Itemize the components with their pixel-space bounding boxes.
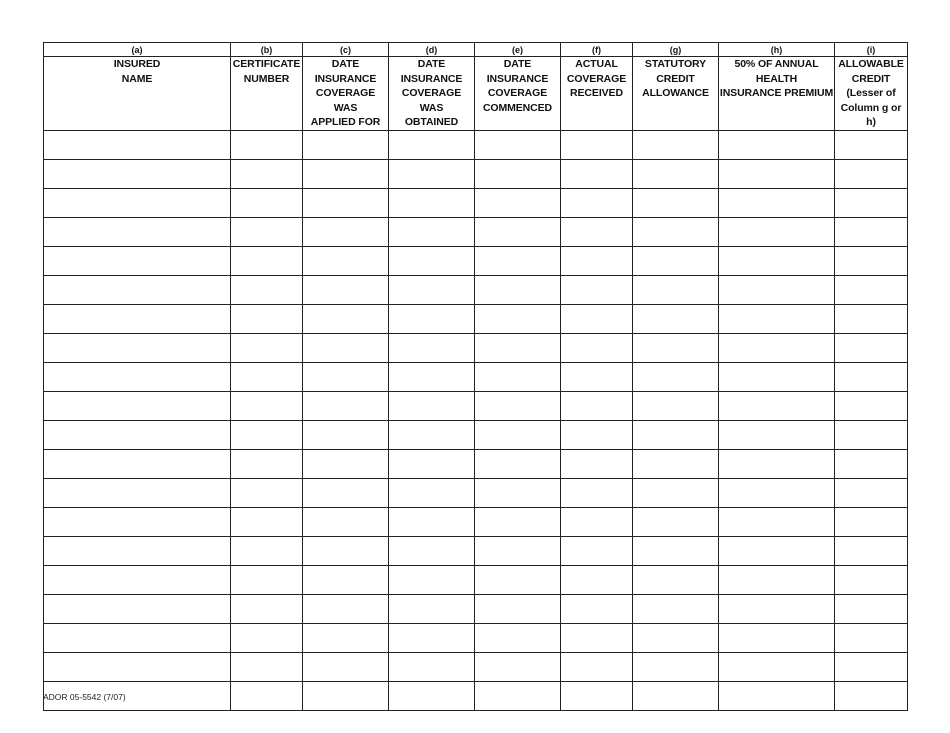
- column-header: 50% OF ANNUAL HEALTH INSURANCE PREMIUM: [719, 57, 835, 131]
- table-cell[interactable]: [719, 449, 835, 478]
- table-cell[interactable]: [719, 362, 835, 391]
- table-cell[interactable]: [44, 478, 231, 507]
- table-cell[interactable]: [44, 391, 231, 420]
- table-cell[interactable]: [633, 652, 719, 681]
- insurance-credit-table: [43, 42, 908, 711]
- table-cell[interactable]: [231, 478, 303, 507]
- table-cell[interactable]: [835, 420, 908, 449]
- table-cell[interactable]: [389, 449, 475, 478]
- table-cell[interactable]: [44, 420, 231, 449]
- table-cell[interactable]: [44, 536, 231, 565]
- table-row: [44, 391, 908, 420]
- table-cell[interactable]: [561, 507, 633, 536]
- table-cell[interactable]: [231, 333, 303, 362]
- form-number: ADOR 05-5542 (7/07): [43, 692, 126, 702]
- table-cell[interactable]: [303, 217, 389, 246]
- table-cell[interactable]: [633, 565, 719, 594]
- column-letter-row: [44, 43, 908, 57]
- table-cell[interactable]: [719, 536, 835, 565]
- table-cell[interactable]: [475, 594, 561, 623]
- table-cell[interactable]: [835, 391, 908, 420]
- table-cell[interactable]: [389, 130, 475, 159]
- table-cell[interactable]: [44, 507, 231, 536]
- table-cell[interactable]: [303, 420, 389, 449]
- table-cell[interactable]: [835, 565, 908, 594]
- table-row: [44, 536, 908, 565]
- table-cell[interactable]: [475, 623, 561, 652]
- table-cell[interactable]: [561, 246, 633, 275]
- table-cell[interactable]: [633, 246, 719, 275]
- table-cell[interactable]: [719, 594, 835, 623]
- table-row: [44, 478, 908, 507]
- table-cell[interactable]: [719, 681, 835, 710]
- table-cell[interactable]: [835, 652, 908, 681]
- table-cell[interactable]: [561, 362, 633, 391]
- table-row: [44, 652, 908, 681]
- table-cell[interactable]: [303, 449, 389, 478]
- table-cell[interactable]: [303, 391, 389, 420]
- column-header: DATE INSURANCE COVERAGE COMMENCED: [475, 57, 561, 131]
- table-cell[interactable]: [475, 217, 561, 246]
- table-cell[interactable]: [633, 478, 719, 507]
- table-cell[interactable]: [835, 478, 908, 507]
- table-cell[interactable]: [475, 420, 561, 449]
- table-cell[interactable]: [475, 449, 561, 478]
- table-cell[interactable]: [303, 333, 389, 362]
- table-cell[interactable]: [561, 681, 633, 710]
- table-cell[interactable]: [44, 275, 231, 304]
- column-letter: (i): [835, 43, 908, 57]
- table-row: [44, 565, 908, 594]
- table-cell[interactable]: [633, 304, 719, 333]
- table-cell[interactable]: [303, 188, 389, 217]
- table-cell[interactable]: [719, 130, 835, 159]
- table-cell[interactable]: [475, 188, 561, 217]
- table-cell[interactable]: [303, 130, 389, 159]
- table-cell[interactable]: [44, 217, 231, 246]
- table-cell[interactable]: [719, 507, 835, 536]
- column-letter: (c): [303, 43, 389, 57]
- table-cell[interactable]: [719, 391, 835, 420]
- table-cell[interactable]: [633, 594, 719, 623]
- table-row: [44, 449, 908, 478]
- table-cell[interactable]: [231, 449, 303, 478]
- table-cell[interactable]: [719, 478, 835, 507]
- table-cell[interactable]: [303, 304, 389, 333]
- table-cell[interactable]: [835, 623, 908, 652]
- table-cell[interactable]: [561, 594, 633, 623]
- table-cell[interactable]: [719, 420, 835, 449]
- table-cell[interactable]: [231, 391, 303, 420]
- table-cell[interactable]: [231, 594, 303, 623]
- column-header: CERTIFICATE NUMBER: [231, 57, 303, 131]
- table-cell[interactable]: [389, 420, 475, 449]
- table-cell[interactable]: [835, 507, 908, 536]
- table-cell[interactable]: [303, 275, 389, 304]
- table-row: [44, 188, 908, 217]
- table-cell[interactable]: [633, 333, 719, 362]
- table-cell[interactable]: [303, 159, 389, 188]
- table-cell[interactable]: [231, 304, 303, 333]
- table-cell[interactable]: [475, 246, 561, 275]
- table-cell[interactable]: [561, 391, 633, 420]
- table-cell[interactable]: [633, 130, 719, 159]
- table-cell[interactable]: [44, 188, 231, 217]
- table-cell[interactable]: [231, 681, 303, 710]
- table-cell[interactable]: [719, 623, 835, 652]
- table-cell[interactable]: [835, 449, 908, 478]
- table-cell[interactable]: [561, 478, 633, 507]
- table-cell[interactable]: [303, 594, 389, 623]
- table-cell[interactable]: [561, 130, 633, 159]
- table-cell[interactable]: [835, 594, 908, 623]
- table-row: [44, 362, 908, 391]
- table-cell[interactable]: [44, 304, 231, 333]
- table-cell[interactable]: [44, 652, 231, 681]
- table-row: [44, 246, 908, 275]
- table-cell[interactable]: [303, 246, 389, 275]
- table-cell[interactable]: [231, 130, 303, 159]
- table-cell[interactable]: [633, 362, 719, 391]
- table-cell[interactable]: [389, 594, 475, 623]
- table-cell[interactable]: [561, 652, 633, 681]
- table-cell[interactable]: [303, 362, 389, 391]
- table-cell[interactable]: [561, 536, 633, 565]
- table-cell[interactable]: [44, 130, 231, 159]
- table-cell[interactable]: [44, 594, 231, 623]
- table-cell[interactable]: [389, 159, 475, 188]
- table-cell[interactable]: [389, 536, 475, 565]
- table-cell[interactable]: [561, 275, 633, 304]
- table-cell[interactable]: [389, 362, 475, 391]
- table-row: [44, 594, 908, 623]
- table-cell[interactable]: [561, 565, 633, 594]
- table-cell[interactable]: [44, 246, 231, 275]
- table-cell[interactable]: [835, 362, 908, 391]
- column-letter: (d): [389, 43, 475, 57]
- table-cell[interactable]: [561, 304, 633, 333]
- table-cell[interactable]: [44, 333, 231, 362]
- table-cell[interactable]: [719, 159, 835, 188]
- table-cell[interactable]: [231, 507, 303, 536]
- table-cell[interactable]: [475, 275, 561, 304]
- table-cell[interactable]: [475, 681, 561, 710]
- table-cell[interactable]: [231, 420, 303, 449]
- table-row: [44, 275, 908, 304]
- column-letter: (f): [561, 43, 633, 57]
- table-cell[interactable]: [633, 217, 719, 246]
- table-cell[interactable]: [719, 565, 835, 594]
- table-cell[interactable]: [389, 275, 475, 304]
- table-cell[interactable]: [303, 652, 389, 681]
- table-cell[interactable]: [633, 681, 719, 710]
- table-cell[interactable]: [231, 159, 303, 188]
- column-header: ALLOWABLE CREDIT (Lesser of Column g or h): [835, 57, 908, 131]
- table-cell[interactable]: [561, 188, 633, 217]
- table-cell[interactable]: [303, 565, 389, 594]
- table-cell[interactable]: [719, 217, 835, 246]
- column-title-row: [44, 57, 908, 131]
- table-cell[interactable]: [719, 275, 835, 304]
- table-cell[interactable]: [231, 652, 303, 681]
- table-row: [44, 681, 908, 710]
- column-header: INSURED NAME: [44, 57, 231, 131]
- table-cell[interactable]: [303, 623, 389, 652]
- column-header: DATE INSURANCE COVERAGE WAS APPLIED FOR: [303, 57, 389, 131]
- table-cell[interactable]: [44, 623, 231, 652]
- table-cell[interactable]: [719, 304, 835, 333]
- table-cell[interactable]: [475, 478, 561, 507]
- column-letter: (b): [231, 43, 303, 57]
- table-cell[interactable]: [633, 391, 719, 420]
- table-row: [44, 507, 908, 536]
- table-cell[interactable]: [719, 246, 835, 275]
- table-cell[interactable]: [303, 478, 389, 507]
- table-cell[interactable]: [633, 275, 719, 304]
- table-cell[interactable]: [389, 507, 475, 536]
- table-row: [44, 130, 908, 159]
- table-cell[interactable]: [633, 449, 719, 478]
- table-cell[interactable]: [633, 188, 719, 217]
- table-cell[interactable]: [835, 246, 908, 275]
- table-cell[interactable]: [389, 681, 475, 710]
- table-cell[interactable]: [475, 536, 561, 565]
- table-cell[interactable]: [44, 449, 231, 478]
- table-row: [44, 217, 908, 246]
- table-cell[interactable]: [231, 565, 303, 594]
- table-cell[interactable]: [835, 333, 908, 362]
- table-row: [44, 333, 908, 362]
- table-cell[interactable]: [231, 362, 303, 391]
- table-cell[interactable]: [835, 681, 908, 710]
- table-cell[interactable]: [475, 130, 561, 159]
- table-cell[interactable]: [719, 333, 835, 362]
- table-cell[interactable]: [389, 565, 475, 594]
- table-cell[interactable]: [389, 478, 475, 507]
- table-cell[interactable]: [389, 188, 475, 217]
- table-cell[interactable]: [561, 159, 633, 188]
- table-cell[interactable]: [561, 217, 633, 246]
- table-cell[interactable]: [835, 159, 908, 188]
- column-letter: (h): [719, 43, 835, 57]
- table-cell[interactable]: [231, 246, 303, 275]
- table-row: [44, 420, 908, 449]
- table-cell[interactable]: [389, 391, 475, 420]
- table-cell[interactable]: [475, 391, 561, 420]
- column-header: ACTUAL COVERAGE RECEIVED: [561, 57, 633, 131]
- column-letter: (e): [475, 43, 561, 57]
- table-body: [44, 130, 908, 710]
- table-cell[interactable]: [389, 304, 475, 333]
- table-cell[interactable]: [561, 449, 633, 478]
- table-cell[interactable]: [633, 623, 719, 652]
- column-header: STATUTORY CREDIT ALLOWANCE: [633, 57, 719, 131]
- column-letter: (a): [44, 43, 231, 57]
- table-cell[interactable]: [835, 188, 908, 217]
- table-cell[interactable]: [633, 159, 719, 188]
- table-cell[interactable]: [475, 333, 561, 362]
- table-row: [44, 304, 908, 333]
- table-cell[interactable]: [389, 623, 475, 652]
- table-cell[interactable]: [389, 652, 475, 681]
- column-letter: (g): [633, 43, 719, 57]
- table-cell[interactable]: [389, 217, 475, 246]
- table-cell[interactable]: [303, 536, 389, 565]
- table-row: [44, 623, 908, 652]
- table-cell[interactable]: [475, 362, 561, 391]
- table-cell[interactable]: [231, 275, 303, 304]
- table-cell[interactable]: [633, 420, 719, 449]
- table-cell[interactable]: [835, 275, 908, 304]
- table-cell[interactable]: [475, 565, 561, 594]
- table-cell[interactable]: [389, 333, 475, 362]
- table-cell[interactable]: [835, 217, 908, 246]
- table-cell[interactable]: [231, 188, 303, 217]
- table-cell[interactable]: [835, 304, 908, 333]
- table-cell[interactable]: [633, 507, 719, 536]
- table-row: [44, 159, 908, 188]
- table-cell[interactable]: [303, 681, 389, 710]
- table-cell[interactable]: [475, 507, 561, 536]
- table-cell[interactable]: [475, 304, 561, 333]
- table-cell[interactable]: [835, 536, 908, 565]
- table-cell[interactable]: [633, 536, 719, 565]
- table-cell[interactable]: [44, 159, 231, 188]
- table-cell[interactable]: [231, 536, 303, 565]
- table-cell[interactable]: [303, 507, 389, 536]
- table-cell[interactable]: [475, 159, 561, 188]
- table-cell[interactable]: [561, 333, 633, 362]
- table-cell[interactable]: [719, 652, 835, 681]
- table-cell[interactable]: [835, 130, 908, 159]
- column-header: DATE INSURANCE COVERAGE WAS OBTAINED: [389, 57, 475, 131]
- table-cell[interactable]: [389, 246, 475, 275]
- table-cell[interactable]: [475, 652, 561, 681]
- table-cell[interactable]: [231, 623, 303, 652]
- table-cell[interactable]: [44, 565, 231, 594]
- table-cell[interactable]: [231, 217, 303, 246]
- table-cell[interactable]: [561, 420, 633, 449]
- table-cell[interactable]: [561, 623, 633, 652]
- table-cell[interactable]: [719, 188, 835, 217]
- table-cell[interactable]: [44, 362, 231, 391]
